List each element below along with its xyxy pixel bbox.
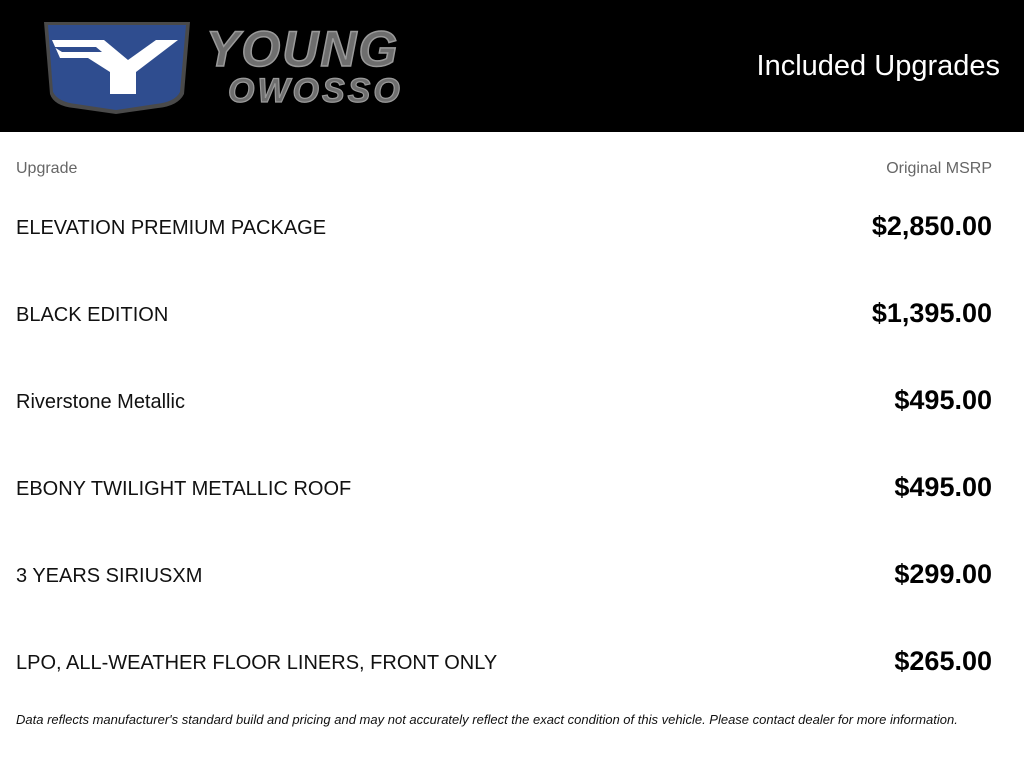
upgrade-name: ELEVATION PREMIUM PACKAGE [16,217,327,239]
page-title: Included Upgrades [756,50,1000,82]
column-headers [16,160,992,180]
upgrade-row [16,458,992,545]
upgrade-name: BLACK EDITION [16,304,169,326]
upgrade-name: EBONY TWILIGHT METALLIC ROOF [16,478,352,500]
upgrade-row [16,284,992,371]
disclaimer-text: Data reflects manufacturer's standard build and pricing and may not accurately reflect the exact condition of this vehicle. Please contact dealer for more information. [16,712,958,727]
svg-text:OWOSSO: OWOSSO [228,72,403,110]
upgrade-row [16,545,992,632]
upgrade-row [16,197,992,284]
upgrades-list [16,197,992,719]
column-header-upgrade: Upgrade [16,160,78,177]
header-bar [0,0,1024,132]
upgrade-price: $495.00 [894,385,992,415]
dealer-logo [38,14,518,118]
upgrade-name: LPO, ALL-WEATHER FLOOR LINERS, FRONT ONLY [16,652,498,674]
upgrade-price: $495.00 [894,472,992,502]
upgrade-price: $265.00 [894,646,992,676]
logo-badge-icon [44,22,190,114]
upgrade-row [16,371,992,458]
upgrade-price: $2,850.00 [871,211,992,241]
column-header-msrp: Original MSRP [886,160,992,177]
upgrade-price: $1,395.00 [871,298,992,328]
upgrade-name: 3 YEARS SIRIUSXM [16,565,203,587]
upgrade-row [16,632,992,719]
svg-text:YOUNG: YOUNG [206,21,400,77]
upgrade-name: Riverstone Metallic [16,391,185,413]
logo-wordmark [206,21,403,110]
upgrade-price: $299.00 [894,559,992,589]
